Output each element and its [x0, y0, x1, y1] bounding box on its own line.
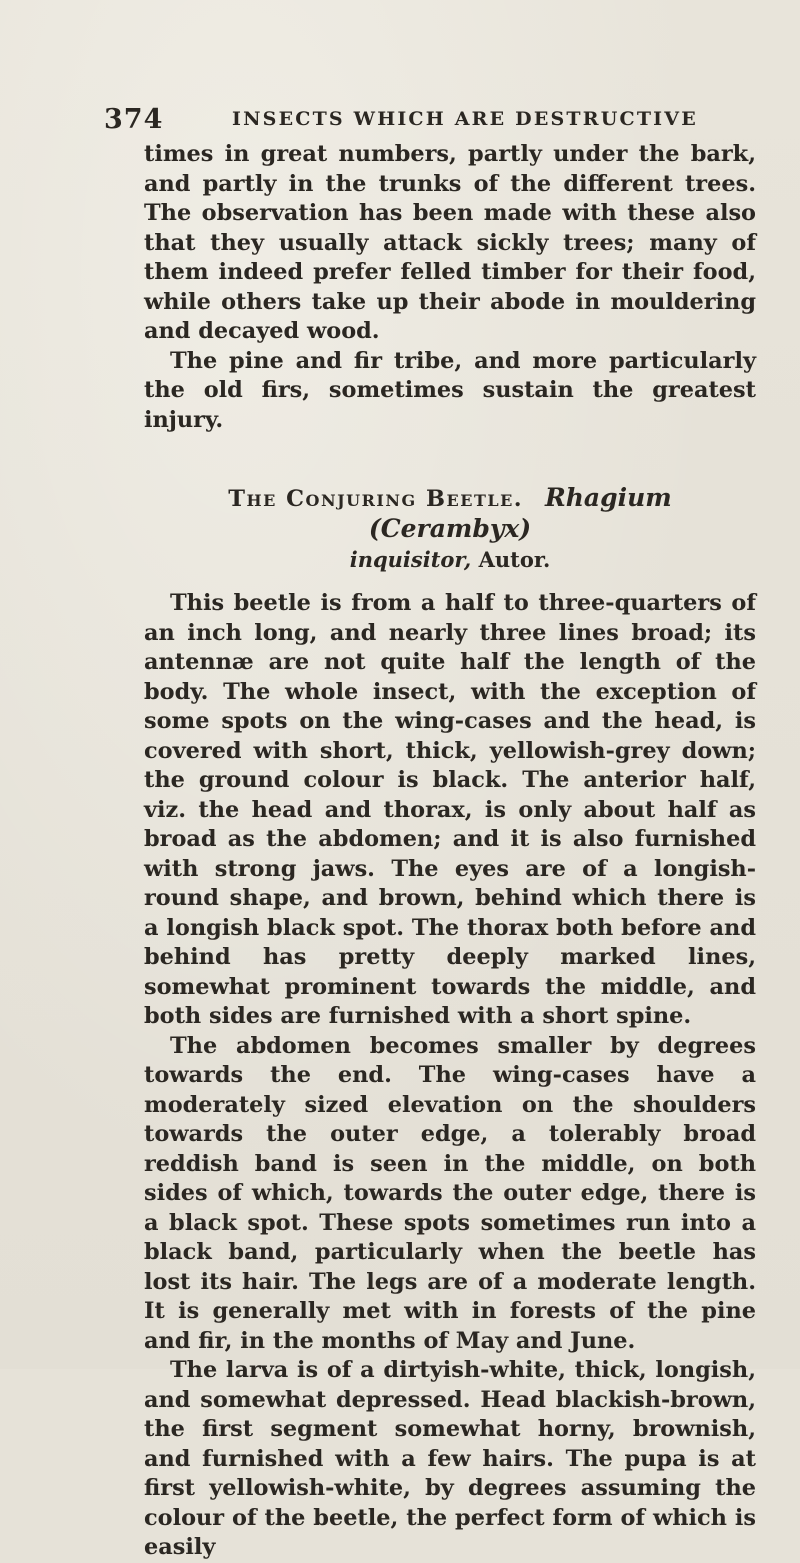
- species-epithet: inquisitor,: [349, 547, 472, 572]
- running-head: INSECTS WHICH ARE DESTRUCTIVE: [232, 108, 698, 130]
- section-title-line-1: [144, 483, 756, 545]
- paragraph-continued: times in great numbers, partly under the bark, and partly in the trunks of the different trees. The observation has been made with these also that they usually attack sickly trees; many of them indeed prefer felled timber for their food, while others take up their abode in mouldering and decayed wood.: [144, 141, 756, 344]
- section-title-line-2: [144, 545, 756, 575]
- paragraph: The pine and fir tribe, and more particularly the old firs, sometimes sustain the greatest injury.: [144, 347, 756, 433]
- latin-name: Rhagium (Cerambyx): [368, 483, 672, 543]
- paragraph: The larva is of a dirtyish-white, thick, longish, and somewhat depressed. Head blackish-brown, the first segment somewhat horny, brownish, and furnished with a few hairs. The pupa is at first yellowish-white, by degrees assuming the colour of the beetle, the perfect form of which is easily: [144, 1357, 756, 1560]
- page-number: 374: [104, 104, 164, 135]
- paragraph: This beetle is from a half to three-quarters of an inch long, and nearly three lines broad; its antennæ are not quite half the length of the body. The whole insect, with the exception of some spots on the wing-cases and the head, is covered with short, thick, yellowish-grey down; the ground colour is black. The anterior half, viz. the head and thorax, is only about half as broad as the abdomen; and it is also furnished with strong jaws. The eyes are of a longish-round shape, and brown, behind which there is a longish black spot. The thorax both before and behind has pretty deeply marked lines, somewhat prominent towards the middle, and both sides are furnished with a short spine.: [144, 590, 756, 1029]
- page-header: [104, 104, 744, 138]
- section-title: [144, 483, 756, 575]
- body-text: [144, 140, 756, 1563]
- paragraph: The abdomen becomes smaller by degrees towards the end. The wing-cases have a moderately sized elevation on the shoulders towards the outer edge, a tolerably broad reddish band is seen in the middle, on both sides of which, towards the outer edge, there is a black spot. These spots sometimes run into a black band, particularly when the beetle has lost its hair. The legs are of a moderate length. It is generally met with in forests of the pine and fir, in the months of May and June.: [144, 1032, 756, 1354]
- common-name: The Conjuring Beetle.: [228, 486, 524, 512]
- species-author: Autor.: [478, 547, 551, 572]
